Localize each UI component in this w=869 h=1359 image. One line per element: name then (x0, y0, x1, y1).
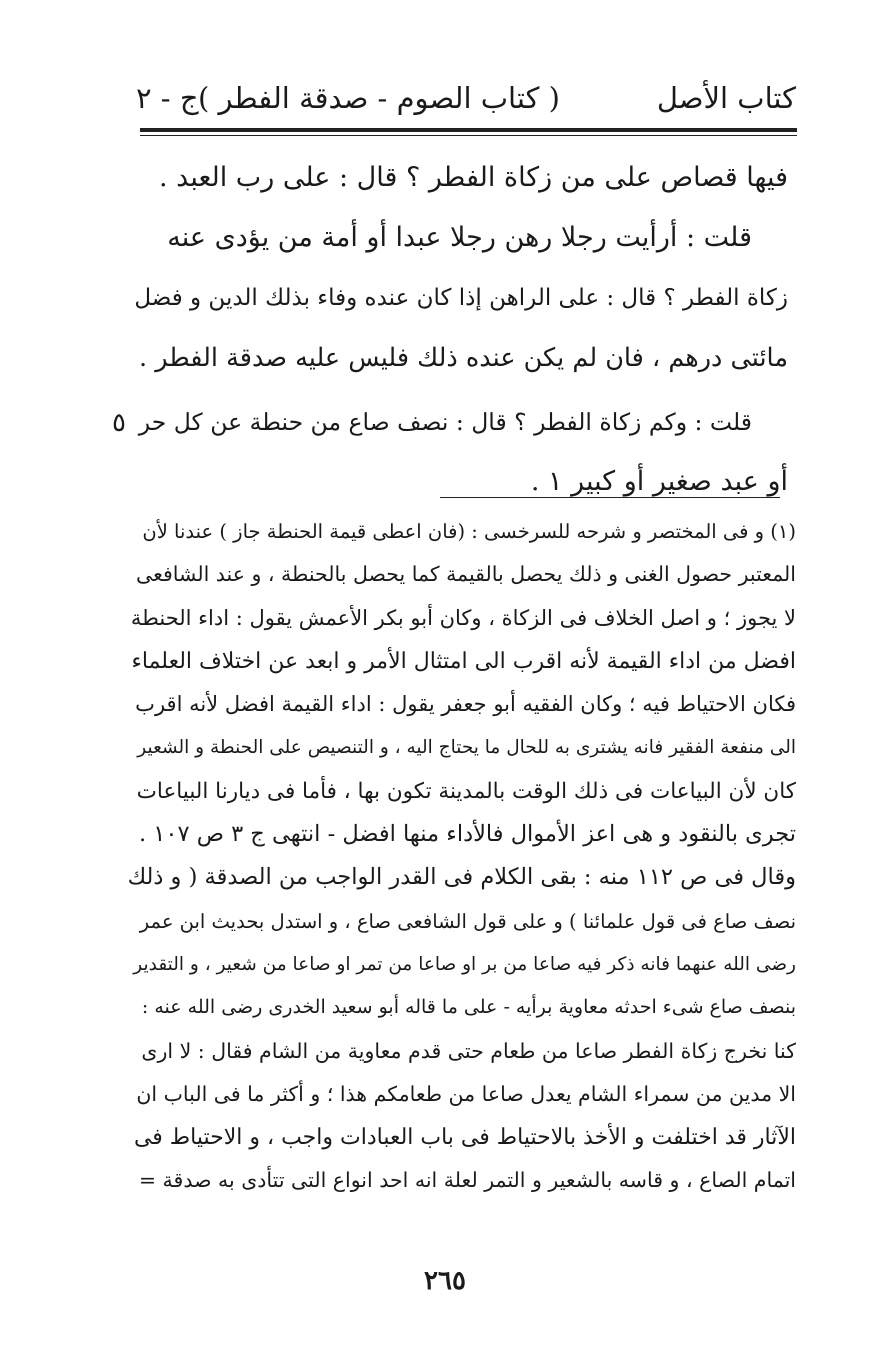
footnote-line: بنصف صاع شىء احدثه معاوية برأيه - على ما قاله أبو سعيد الخدرى رضى الله عنه : (141, 996, 796, 1019)
line-number-marker: ٥ (112, 408, 126, 438)
book-title: كتاب الأصل (656, 81, 796, 115)
footnote-line: نصف صاع فى قول علمائنا ) و على قول الشافعى صاع ، و استدل بحديث ابن عمر (139, 909, 796, 933)
main-line: أو عبد صغير أو كبير ١ . (530, 466, 788, 497)
footnote-line: الا مدين من سمراء الشام يعدل صاعا من طعامكم هذا ؛ و أكثر ما فى الباب ان (136, 1081, 796, 1106)
footnote-line: كان لأن البياعات فى ذلك الوقت بالمدينة تكون بها ، فأما فى ديارنا البياعات (136, 778, 796, 804)
footnote-line: لا يجوز ؛ و اصل الخلاف فى الزكاة ، وكان أبو بكر الأعمش يقول : اداء الحنطة (130, 605, 796, 630)
main-line: زكاة الفطر ؟ قال : على الراهن إذا كان عنده وفاء بذلك الدين و فضل (134, 285, 788, 311)
footnote-line: فكان الاحتياط فيه ؛ وكان الفقيه أبو جعفر يقول : اداء القيمة افضل لأنه اقرب (135, 692, 796, 717)
footnote-line: الى منفعة الفقير فانه يشترى به للحال ما يحتاج اليه ، و التنصيص على الحنطة و الشعير (137, 737, 796, 759)
footnote (128, 510, 796, 1203)
main-line: قلت : وكم زكاة الفطر ؟ قال : نصف صاع من حنطة عن كل حر (138, 408, 752, 436)
footnote-line: المعتبر حصول الغنى و ذلك يحصل بالقيمة كما يحصل بالحنطة ، و عند الشافعى (136, 562, 796, 587)
main-line: فيها قصاص على من زكاة الفطر ؟ قال : على رب العبد . (158, 162, 788, 193)
volume-number: ج - ٢ (136, 81, 199, 115)
footnote-line: تجرى بالنقود و هى اعز الأموال فالأداء منها افضل - انتهى ج ٣ ص ١٠٧ . (138, 821, 796, 848)
footnote-line: اتمام الصاع ، و قاسه بالشعير و التمر لعلة انه احد انواع التى تتأدى به صدقة = (138, 1168, 796, 1193)
page-header (120, 78, 796, 128)
section-title: ( كتاب الصوم - صدقة الفطر ) (197, 81, 560, 115)
page-number: ٢٦٥ (424, 1266, 466, 1296)
main-line: قلت : أرأيت رجلا رهن رجلا عبدا أو أمة من يؤدى عنه (167, 222, 752, 253)
main-text (128, 148, 788, 512)
main-line: مائتى درهم ، فان لم يكن عنده ذلك فليس عليه صدقة الفطر . (139, 343, 788, 373)
footnote-separator (440, 497, 780, 498)
footnote-line: وقال فى ص ١١٢ منه : بقى الكلام فى القدر الواجب من الصدقة ( و ذلك (127, 864, 796, 891)
header-rule-thick (140, 128, 797, 132)
footnote-line: كنا نخرج زكاة الفطر صاعا من طعام حتى قدم معاوية من الشام فقال : لا ارى (141, 1038, 796, 1063)
footnote-line: الآثار قد اختلفت و الأخذ بالاحتياط فى باب العبادات واجب ، و الاحتياط فى (133, 1125, 796, 1151)
header-rule-thin (140, 135, 797, 136)
footnote-line: (١) و فى المختصر و شرحه للسرخسى : (فان اعطى قيمة الحنطة جاز ) عندنا لأن (142, 520, 796, 543)
footnote-line: افضل من اداء القيمة لأنه اقرب الى امتثال الأمر و ابعد عن اختلاف العلماء (131, 648, 796, 674)
footnote-line: رضى الله عنهما فانه ذكر فيه صاعا من بر او صاعا من تمر او صاعا من شعير ، و التقدير (133, 953, 796, 975)
